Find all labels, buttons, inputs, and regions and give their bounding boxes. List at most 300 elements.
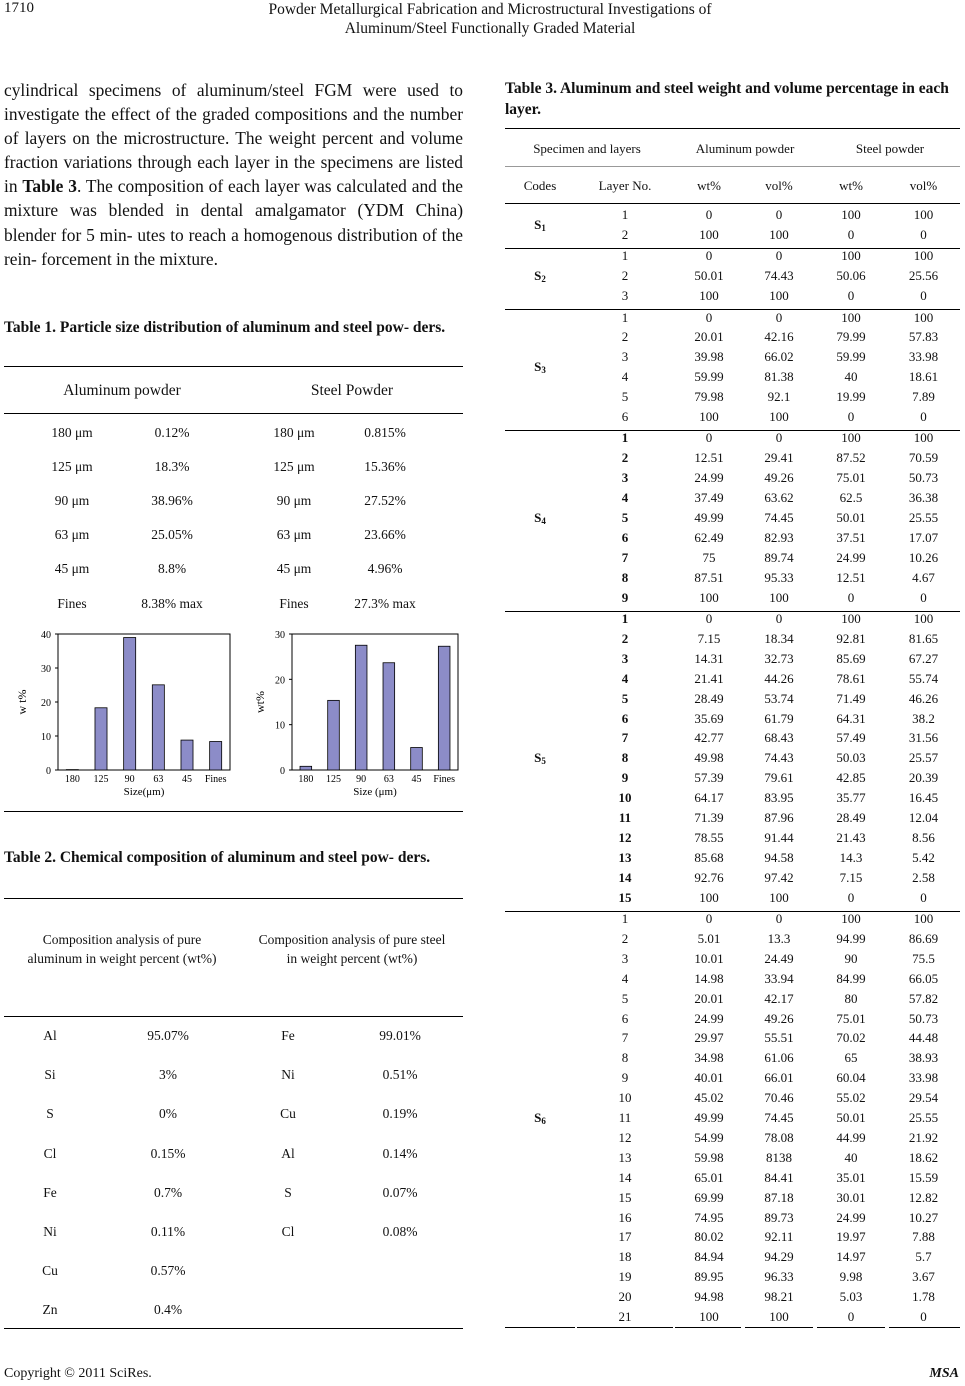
table3-cell: 20 <box>618 1289 632 1305</box>
table3-cell: 5 <box>621 990 629 1006</box>
table3-bottom-rule <box>505 1327 575 1328</box>
table3-code-letter: S <box>534 750 542 766</box>
table3-cell: 94.98 <box>694 1289 724 1305</box>
table3-cell: 6 <box>621 710 629 726</box>
table3-cell: 50.03 <box>836 750 866 766</box>
table3-cell: 19.99 <box>836 389 866 405</box>
table3-cell: 8 <box>621 569 629 585</box>
table3-code-subscript: 6 <box>541 1115 546 1126</box>
table3-cell: 15 <box>618 889 632 905</box>
table3-cell: 2 <box>621 450 629 466</box>
y-tick-label: 30 <box>275 630 285 641</box>
table3-cell: 15.59 <box>908 1169 939 1185</box>
table1-cell: 90 μm <box>54 493 90 508</box>
table3-code <box>505 510 575 526</box>
table3-cell: 14.98 <box>694 970 724 986</box>
table3-cell: 24.99 <box>694 1010 724 1026</box>
table3-cell: 0 <box>920 409 927 424</box>
table3-cell: 39.98 <box>694 349 724 365</box>
y-tick-label: 0 <box>46 766 51 777</box>
footer-journal: MSA <box>929 1366 959 1381</box>
table3-cell: 25.56 <box>908 268 939 284</box>
table3-cell: 100 <box>841 207 861 222</box>
table3-cell: 100 <box>769 889 789 905</box>
table3-cell: 4 <box>621 490 629 506</box>
x-tick-label: 63 <box>153 774 164 785</box>
table3-cell: 100 <box>913 430 934 446</box>
table2-cell: 0.51% <box>382 1067 418 1083</box>
table2-caption: Table 2. Chemical composition of aluminum and steel pow- ders. <box>4 849 431 866</box>
table3-cell: 80 <box>844 990 858 1006</box>
table3-cell: 92.1 <box>767 389 791 405</box>
table3-cell: 100 <box>699 589 719 605</box>
y-tick-label: 10 <box>41 732 51 743</box>
table3-cell: 0 <box>705 248 713 264</box>
table3-code-subscript: 5 <box>541 756 546 767</box>
table3-cell: 21 <box>618 1309 632 1324</box>
table3-cell: 49.26 <box>764 1010 794 1026</box>
y-tick-label: 40 <box>41 630 51 641</box>
y-axis-label: wt% <box>253 691 267 713</box>
table3-cell: 100 <box>769 288 789 304</box>
table3-cell: 5.7 <box>915 1249 932 1265</box>
table3-cell: 84.41 <box>764 1169 794 1185</box>
table2-cell: 0.07% <box>382 1184 418 1200</box>
table1-cell: 8.8% <box>157 561 187 576</box>
table2-cell: 0.4% <box>153 1302 183 1318</box>
table3-cell: 9 <box>621 770 629 786</box>
table1-cell: 125 μm <box>273 459 315 474</box>
table1-cell: Fines <box>57 596 87 611</box>
table3-head-steel: Steel powder <box>855 141 925 156</box>
table3-cell: 12.82 <box>908 1189 939 1205</box>
table3-cell: 86.69 <box>908 930 939 946</box>
table3-cell: 79.99 <box>836 329 866 345</box>
table3-cell: 4 <box>621 670 629 686</box>
table3-cell: 9 <box>621 589 629 605</box>
table1-cell: 27.3% max <box>354 596 416 611</box>
table3-cell: 95.33 <box>764 569 794 585</box>
table3-bottom-rule <box>889 1327 960 1328</box>
table3-bottom-rule <box>675 1327 741 1328</box>
table3-code-letter: S <box>534 216 542 232</box>
table2-cell: 0.19% <box>382 1106 418 1122</box>
table3-cell: 18.34 <box>764 630 794 646</box>
table3-cell: 14.3 <box>839 849 863 865</box>
table3-cell: 0 <box>847 1309 855 1324</box>
table3-cell: 89.74 <box>764 549 794 565</box>
table2-cell: Si <box>44 1067 56 1083</box>
table3-cell: 3 <box>621 950 629 966</box>
table3-head-layer: Layer No. <box>598 178 652 193</box>
table1-cell: 15.36% <box>364 459 406 474</box>
table1-cell: 63 μm <box>54 527 90 542</box>
running-title-line2: Aluminum/Steel Functionally Graded Material <box>344 20 636 37</box>
table3-cell: 18.61 <box>908 369 939 385</box>
table3-cell: 85.69 <box>836 650 866 666</box>
table3-code <box>505 359 575 375</box>
table2-cell: Cl <box>43 1145 57 1161</box>
table3-cell: 14 <box>618 869 632 885</box>
table2-cell: 0% <box>159 1106 177 1122</box>
table3-cell: 94.58 <box>764 849 794 865</box>
table3-cell: 0 <box>705 911 713 926</box>
table3-cell: 84.99 <box>836 970 866 986</box>
table3-cell: 2 <box>621 630 629 646</box>
table3-cell: 11 <box>618 810 632 825</box>
table3-cell: 3 <box>621 470 629 486</box>
table2-cell: Cu <box>42 1263 58 1279</box>
table3-cell: 33.98 <box>908 349 939 365</box>
paragraph-text-2: . The composition of each layer was calculated and the mixture was blended in dental amalgamator (YDM China) blender for 5 min- utes to reach a homogenous distribution of the rein- forcement in the mixture. <box>4 176 463 269</box>
table3-cell: 4 <box>621 369 629 385</box>
table2-cell: Ni <box>281 1067 295 1083</box>
table3-cell: 74.95 <box>694 1209 724 1225</box>
y-tick-label: 10 <box>275 720 285 732</box>
table3-cell: 7.89 <box>912 389 935 405</box>
table3-cell: 100 <box>699 889 719 905</box>
table3-cell: 10.26 <box>908 549 939 565</box>
table3-cell: 100 <box>841 430 861 446</box>
table3-cell: 50.06 <box>836 268 866 284</box>
table3-cell: 0 <box>775 430 783 446</box>
table3-cell: 7 <box>621 549 629 565</box>
table3-code-letter: S <box>534 509 542 525</box>
table3-cell: 74.45 <box>764 1110 794 1125</box>
table1-cell: 23.66% <box>364 527 406 542</box>
table3-cell: 53.74 <box>764 690 794 706</box>
x-tick-label: 63 <box>383 774 394 785</box>
table2-cell: S <box>284 1184 292 1200</box>
table3-cell: 6 <box>621 1010 629 1026</box>
table3-cell: 42.17 <box>764 990 794 1006</box>
table3-cell: 98.21 <box>764 1289 794 1305</box>
table3-cell: 13 <box>618 1149 632 1165</box>
table3-cell: 35.77 <box>836 790 866 806</box>
table2-cell: 0.14% <box>382 1145 418 1161</box>
table3-cell: 38.93 <box>908 1050 939 1066</box>
table1-cell: 27.52% <box>364 493 406 508</box>
table3-cell: 100 <box>769 226 789 242</box>
table3-cell: 92.11 <box>764 1229 794 1245</box>
table3-cell: 57.49 <box>836 730 866 746</box>
table3-cell: 2 <box>621 268 629 284</box>
table3-cell: 87.52 <box>836 450 866 466</box>
table3-cell: 29.97 <box>694 1030 724 1046</box>
table2-cell: Cu <box>280 1106 296 1122</box>
table3-cell: 1 <box>621 911 629 926</box>
table2-cell: Al <box>281 1145 295 1161</box>
table3-cell: 0 <box>705 430 713 446</box>
x-tick-label: 90 <box>356 774 367 785</box>
table2-cell: 3% <box>159 1067 177 1083</box>
table3-cell: 37.51 <box>836 529 866 545</box>
table2-cell: Ni <box>43 1224 57 1239</box>
table3-cell: 66.05 <box>908 970 939 986</box>
table3-cell: 17 <box>618 1229 632 1245</box>
table3-cell: 8138 <box>766 1149 792 1165</box>
table3-cell: 57.83 <box>908 329 939 345</box>
y-axis-label: w t% <box>15 689 29 715</box>
table3-cell: 96.33 <box>764 1269 794 1285</box>
table2-cell: Fe <box>281 1028 295 1043</box>
y-tick-label: 30 <box>41 664 51 675</box>
table3-cell: 82.93 <box>764 529 794 545</box>
table3-cell: 50.01 <box>836 510 866 525</box>
table3-cell: 10.01 <box>694 950 724 966</box>
table3-cell: 2.58 <box>912 869 935 885</box>
table3-cell: 21.43 <box>836 829 866 845</box>
table3-cell: 57.39 <box>694 770 724 786</box>
table3-cell: 44.99 <box>836 1129 866 1145</box>
table3-cell: 5.01 <box>697 930 721 946</box>
table3-head-rule <box>505 203 960 204</box>
table3-cell: 55.51 <box>764 1030 794 1046</box>
table1-cell: 4.96% <box>367 561 403 576</box>
table3-cell: 10.27 <box>908 1209 939 1225</box>
table3-cell: 55.02 <box>836 1090 866 1106</box>
table3-cell: 57.82 <box>908 990 939 1006</box>
x-tick-label: 180 <box>298 774 314 785</box>
table-reference: Table 3 <box>22 176 77 197</box>
table3-head-aluminum: Aluminum powder <box>695 141 795 156</box>
table3-cell: 11 <box>618 1110 632 1125</box>
table1-head-steel: Steel Powder <box>310 382 394 399</box>
x-tick-label: 90 <box>124 774 135 785</box>
table3-code <box>505 217 575 233</box>
x-axis-label: Size(μm) <box>123 786 165 798</box>
table3-cell: 59.99 <box>836 349 866 365</box>
table3-cell: 25.55 <box>908 510 939 525</box>
table3-cell: 10 <box>618 790 632 806</box>
table2-cell: 95.07% <box>147 1028 189 1043</box>
table3-cell: 50.01 <box>836 1110 866 1125</box>
y-tick-label: 20 <box>275 675 285 687</box>
table3-cell: 7 <box>621 730 629 746</box>
table3-cell: 87.18 <box>764 1189 794 1205</box>
table3-cell: 0 <box>775 309 783 325</box>
table3-cell: 8.56 <box>912 829 935 845</box>
table3-head-specimen: Specimen and layers <box>533 141 641 156</box>
table3-cell: 1 <box>621 248 629 264</box>
table3-cell: 0 <box>775 207 783 222</box>
table3-cell: 5.42 <box>912 849 935 865</box>
table3-cell: 49.26 <box>764 470 794 486</box>
table3-cell: 74.43 <box>764 268 794 284</box>
table3-head-codes: Codes <box>523 178 557 193</box>
table1-cell: 63 μm <box>276 527 312 542</box>
table3-cell: 12.51 <box>694 450 724 466</box>
table3-cell: 38.2 <box>912 710 935 726</box>
table3-cell: 44.26 <box>764 670 794 686</box>
table3-cell: 92.81 <box>836 630 866 646</box>
table3-cell: 42.16 <box>764 329 794 345</box>
table3-cell: 62.5 <box>839 490 863 506</box>
table3-cell: 33.94 <box>764 970 794 986</box>
table3-cell: 0 <box>920 889 927 905</box>
table3-cell: 89.73 <box>764 1209 794 1225</box>
table3-cell: 0 <box>920 1309 927 1324</box>
table2-cell: Zn <box>42 1302 58 1318</box>
table3-cell: 12 <box>618 829 632 845</box>
table3-bottom-rule <box>577 1327 673 1328</box>
table3-head-st-vol: vol% <box>909 178 938 193</box>
table3-code-subscript: 1 <box>541 222 546 233</box>
running-title-line1: Powder Metallurgical Fabrication and Microstructural Investigations of <box>268 1 712 18</box>
table3-cell: 21.41 <box>694 670 724 686</box>
table3-cell: 40.01 <box>694 1070 724 1086</box>
table3-cell: 60.04 <box>836 1070 866 1086</box>
table2-cell: 0.15% <box>150 1145 186 1161</box>
table3-cell: 49.99 <box>694 1110 724 1125</box>
table3-cell: 4.67 <box>912 569 935 585</box>
table3-cell: 28.49 <box>836 810 866 825</box>
table3-cell: 50.73 <box>908 1010 939 1026</box>
y-tick-label: 20 <box>41 698 51 709</box>
table3-cell: 74.45 <box>764 510 794 525</box>
x-tick-label: 180 <box>64 774 80 785</box>
table3-cell: 13.3 <box>767 930 791 946</box>
x-axis-label: Size (μm) <box>353 786 397 798</box>
table2-cell: 99.01% <box>379 1028 421 1043</box>
table1-cell: 18.3% <box>154 459 190 474</box>
table3-cell: 45.02 <box>694 1090 724 1106</box>
table3-cell: 30.01 <box>836 1189 866 1205</box>
table3-cell: 70.46 <box>764 1090 794 1106</box>
table3-cell: 100 <box>913 248 934 264</box>
table3-cell: 46.26 <box>908 690 939 706</box>
table3-bottom-rule <box>745 1327 813 1328</box>
table3-cell: 7 <box>621 1030 629 1046</box>
table3-cell: 64.17 <box>694 790 724 806</box>
table3-cell: 59.99 <box>694 369 724 385</box>
table3-cell: 20.01 <box>694 990 724 1006</box>
table1-cell: 125 μm <box>51 459 93 474</box>
table3-cell: 100 <box>699 1309 719 1324</box>
table3-code <box>505 750 575 766</box>
table3-cell: 79.61 <box>764 770 794 786</box>
table3-cell: 1 <box>621 430 629 446</box>
table3-cell: 89.95 <box>694 1269 724 1285</box>
x-tick-label: Fines <box>433 774 456 785</box>
table3-cell: 78.61 <box>836 670 866 686</box>
table3-cell: 13 <box>618 849 632 865</box>
table3-cell: 14.31 <box>694 650 724 666</box>
table3-cell: 100 <box>913 207 934 222</box>
footer-copyright: Copyright © 2011 SciRes. <box>4 1366 152 1381</box>
x-tick-label: 45 <box>411 774 422 785</box>
table3-cell: 5 <box>621 690 629 706</box>
table3-cell: 42.77 <box>694 730 724 746</box>
table3-cell: 92.76 <box>694 869 724 885</box>
table3-cell: 100 <box>913 309 934 325</box>
table1-cell: 8.38% max <box>141 596 203 611</box>
table3-cell: 83.95 <box>764 790 794 806</box>
table3-cell: 0 <box>920 288 927 304</box>
table3-cell: 32.73 <box>764 650 794 666</box>
x-tick-label: 125 <box>326 774 341 785</box>
table3-cell: 2 <box>621 226 629 242</box>
table3-cell: 6 <box>621 409 629 424</box>
table3-head-al-wt: wt% <box>697 178 721 193</box>
table3-cell: 49.99 <box>694 510 724 525</box>
table3-cell: 0 <box>920 226 927 242</box>
table3-cell: 61.79 <box>764 710 794 726</box>
table3-cell: 50.01 <box>694 268 724 284</box>
x-tick-label: Fines <box>204 774 227 785</box>
table3-cell: 94.29 <box>764 1249 794 1265</box>
table2-cell: 0.11% <box>150 1224 186 1239</box>
table3-cell: 2 <box>621 329 629 345</box>
table3-cell: 100 <box>841 611 861 626</box>
table3-cell: 1 <box>621 309 629 325</box>
table3-cell: 71.39 <box>694 810 724 825</box>
table3-cell: 42.85 <box>836 770 866 786</box>
table3-cell: 20.39 <box>908 770 939 786</box>
table1-cell: 45 μm <box>276 561 312 576</box>
table1-cell: 0.12% <box>154 425 190 440</box>
table3-cell: 66.01 <box>764 1070 794 1086</box>
table3-cell: 20.01 <box>694 329 724 345</box>
table3-cell: 3 <box>621 349 629 365</box>
table1-caption: Table 1. Particle size distribution of aluminum and steel pow- ders. <box>4 319 446 336</box>
table3-cell: 97.42 <box>764 869 794 885</box>
table3-cell: 100 <box>769 589 789 605</box>
paragraph-text-1: cylindrical specimens of aluminum/steel FGM were used to investigate the effect of the graded compositions and the number of layers on the microstructure. The weight percent and volume fraction variations through each layer in the specimens are listed in <box>4 80 463 197</box>
table3-cell: 84.94 <box>694 1249 724 1265</box>
table3-cell: 21.92 <box>908 1129 939 1145</box>
table3-cell: 54.99 <box>694 1129 724 1145</box>
table3-cell: 85.68 <box>694 849 724 865</box>
table3-cell: 7.88 <box>912 1229 935 1245</box>
table3-cell: 29.41 <box>764 450 794 466</box>
table3-cell: 6 <box>621 529 629 545</box>
table3-cell: 78.55 <box>694 829 724 845</box>
table1-cell: 25.05% <box>151 527 193 542</box>
table3-cell: 19 <box>618 1269 632 1285</box>
table1-cell: 45 μm <box>54 561 90 576</box>
table3-cell: 94.99 <box>836 930 866 946</box>
table3-cell: 1.78 <box>912 1289 935 1305</box>
table2-head-steel: Composition analysis of pure steel in weight percent (wt%) <box>258 932 446 966</box>
table3-cell: 40 <box>844 369 858 385</box>
table3-cell: 34.98 <box>694 1050 724 1066</box>
table3-cell: 9.98 <box>839 1269 863 1285</box>
table3-cell: 36.38 <box>908 490 939 506</box>
table2-cell: Fe <box>43 1184 57 1200</box>
table1-cell: 180 μm <box>273 425 315 440</box>
table3-cell: 100 <box>699 288 719 304</box>
table3-cell: 33.98 <box>908 1070 939 1086</box>
page-number: 1710 <box>4 0 34 16</box>
table3-code-letter: S <box>534 268 542 284</box>
table3-code-subscript: 4 <box>541 515 546 526</box>
table3-cell: 3 <box>621 650 629 666</box>
table3-cell: 31.56 <box>908 730 939 746</box>
x-tick-label: 45 <box>182 774 192 785</box>
table3-cell: 24.99 <box>836 1209 866 1225</box>
table3-cell: 62.49 <box>694 529 724 545</box>
table3-cell: 8 <box>621 750 629 766</box>
table3-cell: 0 <box>847 589 855 605</box>
table1-cell: 90 μm <box>276 493 312 508</box>
table3-cell: 14 <box>618 1169 632 1185</box>
table3-cell: 16 <box>618 1209 632 1225</box>
table3-cell: 0 <box>705 309 713 325</box>
table3-cell: 79.98 <box>694 389 724 405</box>
table3-cell: 24.49 <box>764 950 794 966</box>
table3-cell: 100 <box>913 911 934 926</box>
